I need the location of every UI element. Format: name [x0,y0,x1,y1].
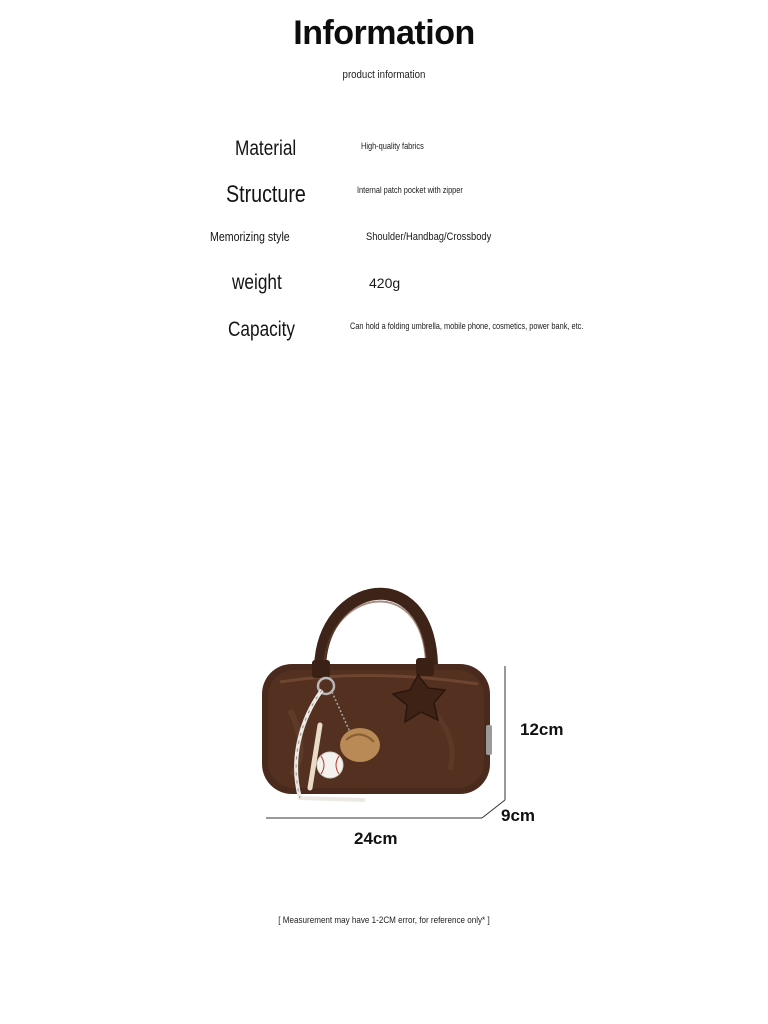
spec-value-material: High-quality fabrics [361,141,424,151]
spec-label-material: Material [235,137,297,160]
page-subtitle: product information [342,69,426,81]
spec-label-structure: Structure [226,181,306,208]
spec-value-capacity: Can hold a folding umbrella, mobile phone, cosmetics, power bank, etc. [350,321,584,331]
spec-label-weight: weight [232,271,282,294]
glove-charm [340,728,380,762]
measurement-note: [ Measurement may have 1-2CM error, for reference only* ] [278,915,490,926]
height-label: 12cm [520,720,564,739]
baseball-charm [317,752,343,778]
spec-value-style: Shoulder/Handbag/Crossbody [366,231,492,243]
spec-value-structure: Internal patch pocket with zipper [357,185,463,195]
page-title: Information [293,14,475,52]
spec-value-weight: 420g [369,275,401,291]
width-label: 24cm [354,829,398,848]
spec-label-capacity: Capacity [228,318,295,341]
bag-handle [320,594,432,668]
spec-label-style: Memorizing style [210,230,290,244]
depth-label: 9cm [501,806,536,825]
